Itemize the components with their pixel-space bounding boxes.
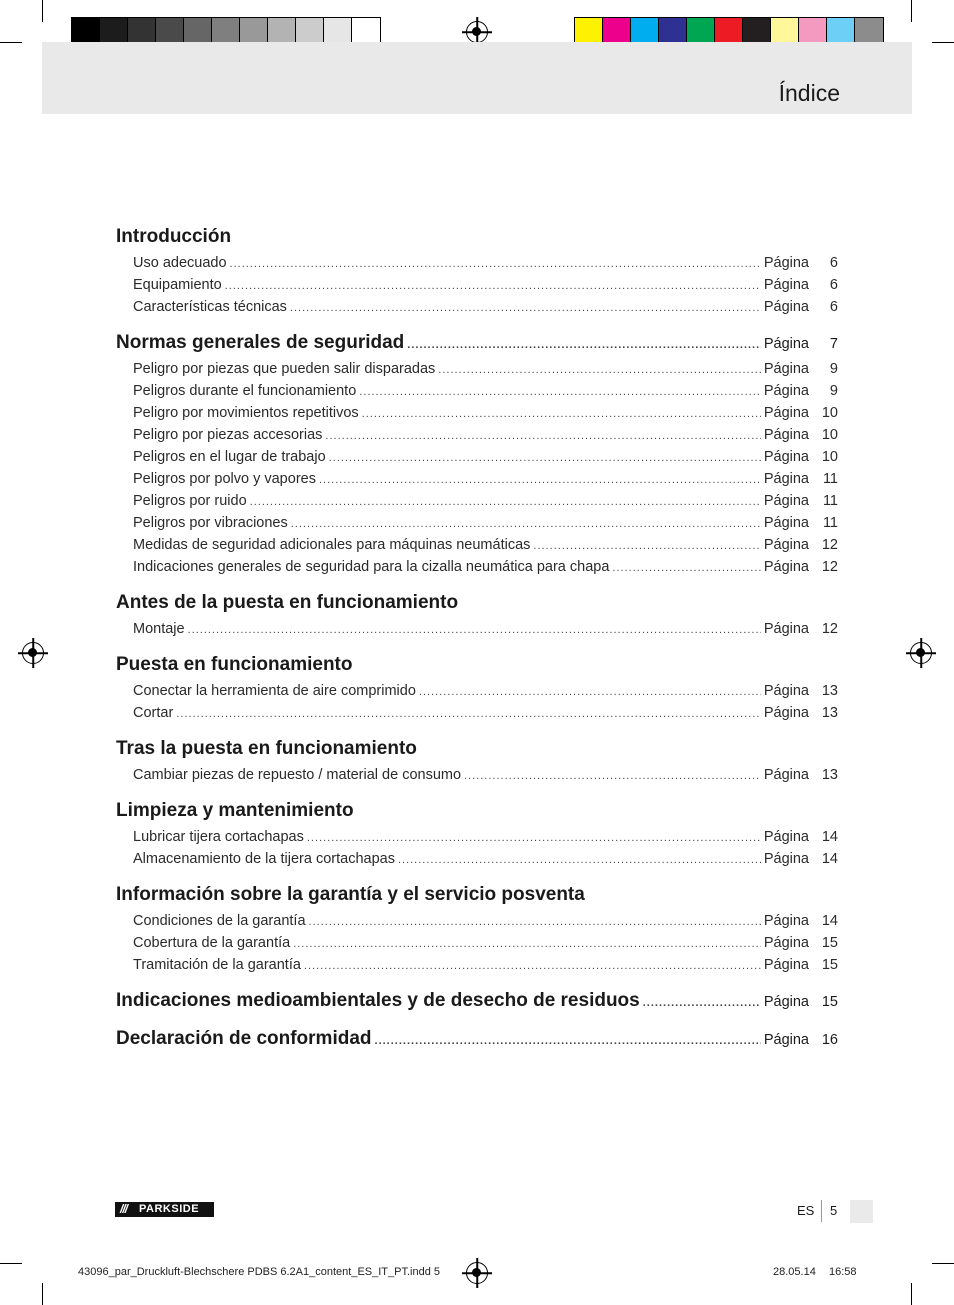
color-swatch [799, 18, 827, 45]
page-reference [764, 932, 838, 954]
crop-mark [932, 42, 954, 43]
page-ref-number: 12 [821, 621, 838, 637]
crop-mark [0, 42, 22, 43]
toc-section [116, 1024, 838, 1054]
slug-date: 28.05.14 [773, 1266, 816, 1278]
brand-name: PARKSIDE [139, 1203, 200, 1215]
page-word: Página [763, 427, 809, 443]
toc-entry[interactable] [116, 954, 838, 976]
section-heading-text: Declaración de conformidad [116, 1028, 372, 1049]
page-word: Página [763, 913, 809, 929]
dot-leader [325, 425, 760, 447]
dot-leader [398, 849, 761, 871]
page-reference [764, 764, 838, 786]
toc-entry-label: Indicaciones generales de seguridad para la cizalla neumática para chapa [133, 559, 610, 575]
toc-section-heading[interactable] [116, 880, 838, 910]
toc-entry[interactable] [116, 534, 838, 556]
toc-entry-label: Equipamiento [133, 277, 222, 293]
page-reference [764, 910, 838, 932]
dot-leader [643, 988, 761, 1018]
toc-entry-label: Peligro por piezas accesorias [133, 427, 323, 443]
page-word: Página [763, 829, 809, 845]
slug-time: 16:58 [829, 1266, 857, 1278]
dot-leader [188, 619, 761, 641]
page-reference [764, 702, 838, 724]
registration-mark-icon [466, 1262, 488, 1284]
toc-entry-label: Lubricar tijera cortachapas [133, 829, 304, 845]
toc-section-heading[interactable] [116, 222, 838, 252]
crop-mark [0, 1263, 22, 1264]
page-word: Página [763, 767, 809, 783]
toc-entry[interactable] [116, 932, 838, 954]
toc-section-heading[interactable] [116, 986, 838, 1016]
page-reference [764, 296, 838, 318]
page-word: Página [763, 935, 809, 951]
page-ref-number: 14 [821, 913, 838, 929]
toc-entry-label: Uso adecuado [133, 255, 227, 271]
toc-entry-label: Peligros por ruido [133, 493, 247, 509]
registration-mark-icon [22, 642, 44, 664]
toc-entry-label: Peligros durante el funcionamiento [133, 383, 357, 399]
section-spacer [116, 640, 838, 650]
page-ref-number: 14 [821, 851, 838, 867]
page-reference [764, 468, 838, 490]
registration-mark-icon [466, 21, 488, 43]
page-word: Página [763, 705, 809, 721]
dot-leader [176, 703, 761, 725]
color-swatch [128, 18, 156, 45]
section-heading-text: Indicaciones medioambientales y de desecho de residuos [116, 990, 640, 1011]
page-word: Página [763, 621, 809, 637]
toc-section-heading[interactable] [116, 734, 838, 764]
page-reference [764, 680, 838, 702]
color-swatch [603, 18, 631, 45]
toc-entry-label: Cambiar piezas de repuesto / material de consumo [133, 767, 462, 783]
toc-entry[interactable] [116, 468, 838, 490]
page-ref-number: 12 [821, 559, 838, 575]
page-ref-number: 13 [821, 683, 838, 699]
toc-section [116, 650, 838, 724]
section-heading-text: Antes de la puesta en funcionamiento [116, 592, 459, 613]
toc-entry[interactable] [116, 680, 838, 702]
page-reference [764, 556, 838, 578]
page-reference [764, 848, 838, 870]
toc-entry-label: Montaje [133, 621, 185, 637]
toc-section-heading[interactable] [116, 650, 838, 680]
section-spacer [116, 870, 838, 880]
dot-leader [293, 933, 761, 955]
crop-mark [911, 1283, 912, 1305]
toc-section [116, 796, 838, 870]
toc-entry-label: Peligros por polvo y vapores [133, 471, 316, 487]
brand-slashes: /// [120, 1202, 128, 1216]
crop-mark [42, 0, 43, 22]
toc-section [116, 986, 838, 1016]
page-ref-number: 16 [821, 1032, 838, 1048]
toc-entry-label: Condiciones de la garantía [133, 913, 306, 929]
page-ref-number: 15 [821, 957, 838, 973]
toc-section [116, 222, 838, 318]
dot-leader [250, 491, 761, 513]
page-reference [764, 618, 838, 640]
color-swatch [827, 18, 855, 45]
page-ref-number: 9 [829, 361, 838, 377]
page-reference [764, 512, 838, 534]
page-ref-number: 14 [821, 829, 838, 845]
toc-entry-label: Características técnicas [133, 299, 287, 315]
color-swatch [324, 18, 352, 45]
toc-section-heading[interactable] [116, 328, 838, 358]
toc-section [116, 880, 838, 976]
toc-entry[interactable] [116, 424, 838, 446]
page-ref-number: 13 [821, 767, 838, 783]
section-spacer [116, 578, 838, 588]
section-spacer [116, 786, 838, 796]
page-word: Página [763, 957, 809, 973]
toc-entry-label: Medidas de seguridad adicionales para máquinas neumáticas [133, 537, 531, 553]
section-spacer [116, 318, 838, 328]
dot-leader [304, 955, 761, 977]
page-reference [764, 274, 838, 296]
toc-entry[interactable] [116, 446, 838, 468]
page-word: Página [763, 559, 809, 575]
toc-entry[interactable] [116, 764, 838, 786]
color-swatch [771, 18, 799, 45]
section-heading-text: Limpieza y mantenimiento [116, 800, 354, 821]
crop-mark [42, 1283, 43, 1305]
color-swatch [743, 18, 771, 45]
color-swatch [268, 18, 296, 45]
toc-entry[interactable] [116, 910, 838, 932]
page-word: Página [763, 383, 809, 399]
toc-section-heading[interactable] [116, 588, 838, 618]
dot-leader [329, 447, 761, 469]
toc-entry-label: Almacenamiento de la tijera cortachapas [133, 851, 395, 867]
toc-entry-label: Tramitación de la garantía [133, 957, 301, 973]
color-swatch [855, 18, 883, 45]
page-ref-number: 10 [821, 449, 838, 465]
page-word: Página [763, 1032, 809, 1048]
toc-entry[interactable] [116, 556, 838, 578]
toc-entry-label: Peligros por vibraciones [133, 515, 288, 531]
color-swatch [659, 18, 687, 45]
dot-leader [407, 330, 761, 360]
page-reference [764, 534, 838, 556]
page-word: Página [763, 277, 809, 293]
toc-entry-label: Peligros en el lugar de trabajo [133, 449, 326, 465]
dot-leader [309, 911, 761, 933]
color-swatch [72, 18, 100, 45]
page-reference [764, 252, 838, 274]
toc-entry[interactable] [116, 358, 838, 380]
toc-entry-label: Peligro por piezas que pueden salir disparadas [133, 361, 436, 377]
dot-leader [612, 557, 760, 579]
page-word: Página [763, 336, 809, 352]
page-reference [764, 329, 838, 359]
dot-leader [225, 275, 761, 297]
toc-section [116, 328, 838, 578]
page-reference [764, 402, 838, 424]
color-swatch [575, 18, 603, 45]
page-reference [764, 424, 838, 446]
page-word: Página [763, 361, 809, 377]
color-swatch [212, 18, 240, 45]
page-ref-number: 9 [829, 383, 838, 399]
toc-entry[interactable] [116, 512, 838, 534]
toc-entry[interactable] [116, 826, 838, 848]
page-ref-number: 6 [829, 255, 838, 271]
page-reference [764, 954, 838, 976]
toc-entry[interactable] [116, 618, 838, 640]
color-swatch [296, 18, 324, 45]
page-ref-number: 13 [821, 705, 838, 721]
page-number-box [850, 1200, 873, 1223]
dot-leader [291, 513, 761, 535]
toc-entry[interactable] [116, 402, 838, 424]
page-title: Índice [778, 80, 840, 106]
page-reference [764, 490, 838, 512]
page-word: Página [763, 994, 809, 1010]
page-reference [764, 446, 838, 468]
page-reference [764, 358, 838, 380]
color-swatch [184, 18, 212, 45]
page-word: Página [763, 537, 809, 553]
dot-leader [359, 381, 761, 403]
page-ref-number: 11 [822, 493, 838, 509]
dot-leader [533, 535, 760, 557]
page-reference [764, 987, 838, 1017]
toc-entry[interactable] [116, 380, 838, 402]
section-spacer [116, 976, 838, 986]
brand-logo [115, 1202, 214, 1217]
page-ref-number: 10 [821, 405, 838, 421]
table-of-contents [116, 222, 838, 1054]
page-word: Página [763, 405, 809, 421]
page-word: Página [763, 851, 809, 867]
crop-mark [911, 0, 912, 22]
dot-leader [438, 359, 761, 381]
toc-entry-label: Conectar la herramienta de aire comprimido [133, 683, 416, 699]
page-reference [764, 380, 838, 402]
toc-entry[interactable] [116, 848, 838, 870]
color-swatch [631, 18, 659, 45]
slug-filename: 43096_par_Druckluft-Blechschere PDBS 6.2A1_content_ES_IT_PT.indd 5 [78, 1266, 440, 1278]
page-number: 5 [830, 1203, 838, 1218]
color-swatch [352, 18, 380, 45]
toc-entry[interactable] [116, 296, 838, 318]
page-ref-number: 10 [821, 427, 838, 443]
page-word: Página [763, 493, 809, 509]
toc-section-heading[interactable] [116, 796, 838, 826]
dot-leader [375, 1026, 761, 1056]
section-heading-text: Puesta en funcionamiento [116, 654, 353, 675]
crop-mark [932, 1263, 954, 1264]
page-ref-number: 7 [829, 336, 838, 352]
toc-entry[interactable] [116, 702, 838, 724]
language-code: ES [797, 1203, 815, 1218]
dot-leader [290, 297, 761, 319]
dot-leader [362, 403, 761, 425]
registration-mark-icon [910, 642, 932, 664]
page-ref-number: 11 [822, 471, 838, 487]
dot-leader [307, 827, 761, 849]
toc-entry[interactable] [116, 274, 838, 296]
page-ref-number: 11 [822, 515, 838, 531]
page-word: Página [763, 449, 809, 465]
page-ref-number: 15 [821, 994, 838, 1010]
color-swatch [240, 18, 268, 45]
toc-entry[interactable] [116, 252, 838, 274]
section-heading-text: Normas generales de seguridad [116, 332, 405, 353]
toc-section-heading[interactable] [116, 1024, 838, 1054]
toc-entry[interactable] [116, 490, 838, 512]
color-swatch [715, 18, 743, 45]
toc-entry-label: Peligro por movimientos repetitivos [133, 405, 359, 421]
section-spacer [116, 724, 838, 734]
dot-leader [464, 765, 761, 787]
page-ref-number: 12 [821, 537, 838, 553]
dot-leader [230, 253, 761, 275]
dot-leader [419, 681, 761, 703]
page-ref-number: 6 [829, 277, 838, 293]
color-swatch [100, 18, 128, 45]
section-heading-text: Introducción [116, 226, 232, 247]
section-heading-text: Información sobre la garantía y el servicio posventa [116, 884, 585, 905]
dot-leader [319, 469, 761, 491]
page-reference [764, 826, 838, 848]
page-reference [764, 1025, 838, 1055]
page-word: Página [763, 255, 809, 271]
color-swatch [687, 18, 715, 45]
page-word: Página [763, 515, 809, 531]
page-ref-number: 6 [829, 299, 838, 315]
section-heading-text: Tras la puesta en funcionamiento [116, 738, 417, 759]
page-word: Página [763, 683, 809, 699]
footer-divider [821, 1200, 822, 1222]
color-swatch [156, 18, 184, 45]
toc-section [116, 588, 838, 640]
page-word: Página [763, 471, 809, 487]
toc-entry-label: Cobertura de la garantía [133, 935, 291, 951]
page-word: Página [763, 299, 809, 315]
toc-section [116, 734, 838, 786]
page-ref-number: 15 [821, 935, 838, 951]
toc-entry-label: Cortar [133, 705, 174, 721]
